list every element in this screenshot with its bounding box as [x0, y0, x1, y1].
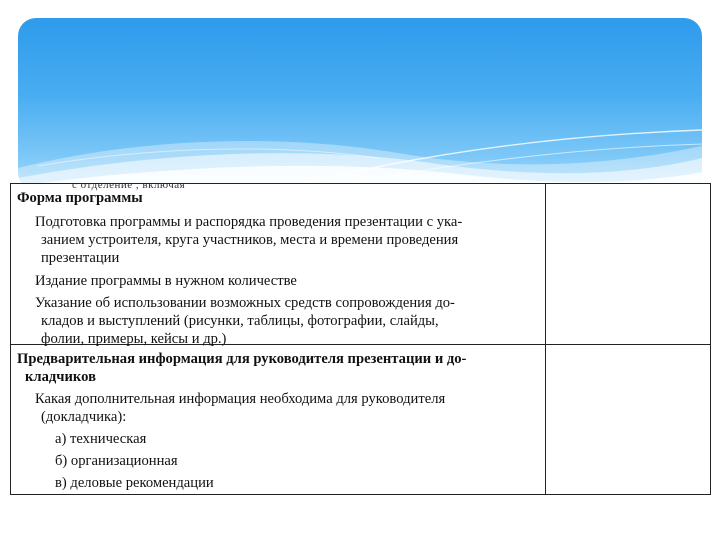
- section-heading: кладчиков: [25, 369, 96, 385]
- text-line: презентации: [41, 250, 120, 266]
- list-item: б) организационная: [55, 453, 178, 469]
- table-cell-empty: [546, 345, 711, 495]
- table-row: [11, 184, 711, 345]
- section-heading: Предварительная информация для руководителя презентации и до-: [17, 351, 467, 367]
- scanned-table-image: [10, 179, 710, 493]
- table-cell-content: [11, 184, 546, 345]
- text-line: Какая дополнительная информация необходима для руководителя: [35, 391, 446, 407]
- text-line: Подготовка программы и распорядка проведения презентации с ука-: [35, 214, 463, 230]
- text-line: Издание программы в нужном количестве: [35, 273, 297, 289]
- text-line: Указание об использовании возможных средств сопровождения до-: [35, 295, 455, 311]
- table-row: [11, 345, 711, 495]
- header-banner: [18, 18, 702, 190]
- list-item: а) техническая: [55, 431, 147, 447]
- plan-table: [10, 183, 711, 495]
- section-heading: Форма программы: [17, 190, 143, 206]
- cropped-text-fragment: с отделение , включая: [72, 179, 186, 191]
- text-line: (докладчика):: [41, 409, 127, 425]
- table-cell-content: [11, 345, 546, 495]
- wave-decoration: [18, 18, 702, 190]
- text-line: занием устроителя, круга участников, места и времени проведения: [41, 232, 459, 248]
- text-line: фолии, примеры, кейсы и др.): [41, 331, 227, 347]
- table-cell-empty: [546, 184, 711, 345]
- text-line: кладов и выступлений (рисунки, таблицы, фотографии, слайды,: [41, 313, 439, 329]
- list-item: в) деловые рекомендации: [55, 475, 214, 491]
